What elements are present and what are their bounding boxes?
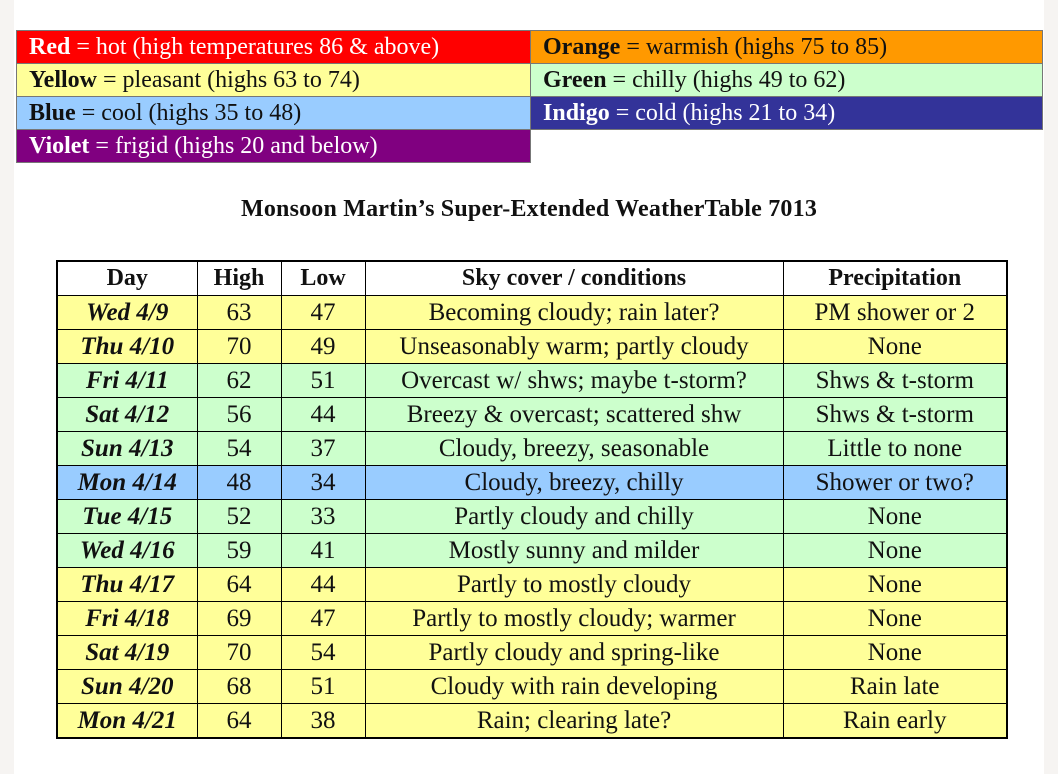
day-cell: Mon 4/14 xyxy=(57,466,197,500)
low-cell: 44 xyxy=(281,568,365,602)
header-low: Low xyxy=(281,261,365,296)
legend-indigo xyxy=(531,97,1043,130)
low-cell: 47 xyxy=(281,296,365,330)
day-cell: Sat 4/19 xyxy=(57,636,197,670)
precip-cell: Rain late xyxy=(783,670,1007,704)
legend-color-name: Orange xyxy=(543,34,621,60)
high-cell: 54 xyxy=(197,432,281,466)
high-cell: 56 xyxy=(197,398,281,432)
day-cell: Sun 4/13 xyxy=(57,432,197,466)
day-cell: Mon 4/21 xyxy=(57,704,197,739)
precip-cell: Rain early xyxy=(783,704,1007,739)
legend-color-name: Yellow xyxy=(29,67,97,93)
legend-color-name: Violet xyxy=(29,133,90,159)
sky-cell: Rain; clearing late? xyxy=(365,704,783,739)
legend-yellow xyxy=(17,64,531,97)
sky-cell: Becoming cloudy; rain later? xyxy=(365,296,783,330)
precip-cell: Shws & t-storm xyxy=(783,364,1007,398)
day-cell: Sun 4/20 xyxy=(57,670,197,704)
day-cell: Wed 4/16 xyxy=(57,534,197,568)
high-cell: 62 xyxy=(197,364,281,398)
legend-description: = cool (highs 35 to 48) xyxy=(75,100,302,126)
precip-cell: None xyxy=(783,602,1007,636)
legend-green xyxy=(531,64,1043,97)
sky-cell: Mostly sunny and milder xyxy=(365,534,783,568)
low-cell: 44 xyxy=(281,398,365,432)
header-sky: Sky cover / conditions xyxy=(365,261,783,296)
table-header-row xyxy=(57,261,1007,296)
legend-violet xyxy=(17,130,531,163)
high-cell: 64 xyxy=(197,704,281,739)
precip-cell: PM shower or 2 xyxy=(783,296,1007,330)
color-legend xyxy=(16,30,1043,163)
precip-cell: None xyxy=(783,500,1007,534)
low-cell: 54 xyxy=(281,636,365,670)
precip-cell: Shower or two? xyxy=(783,466,1007,500)
legend-empty-cell xyxy=(531,130,1043,163)
high-cell: 63 xyxy=(197,296,281,330)
table-row xyxy=(57,670,1007,704)
low-cell: 37 xyxy=(281,432,365,466)
table-title: Monsoon Martin’s Super-Extended WeatherTable 7013 xyxy=(240,196,818,222)
table-row xyxy=(57,500,1007,534)
low-cell: 34 xyxy=(281,466,365,500)
legend-color-name: Indigo xyxy=(543,100,610,126)
table-row xyxy=(57,364,1007,398)
table-row xyxy=(57,568,1007,602)
table-row xyxy=(57,330,1007,364)
legend-red xyxy=(17,31,531,64)
day-cell: Sat 4/12 xyxy=(57,398,197,432)
legend-description: = chilly (highs 49 to 62) xyxy=(606,67,846,93)
table-row xyxy=(57,296,1007,330)
table-row xyxy=(57,432,1007,466)
high-cell: 68 xyxy=(197,670,281,704)
low-cell: 41 xyxy=(281,534,365,568)
high-cell: 48 xyxy=(197,466,281,500)
sky-cell: Breezy & overcast; scattered shw xyxy=(365,398,783,432)
low-cell: 51 xyxy=(281,670,365,704)
table-row xyxy=(57,704,1007,739)
precip-cell: Shws & t-storm xyxy=(783,398,1007,432)
weather-table xyxy=(56,260,1008,739)
sky-cell: Cloudy, breezy, chilly xyxy=(365,466,783,500)
sky-cell: Cloudy, breezy, seasonable xyxy=(365,432,783,466)
precip-cell: None xyxy=(783,568,1007,602)
legend-description: = frigid (highs 20 and below) xyxy=(89,133,378,159)
day-cell: Tue 4/15 xyxy=(57,500,197,534)
table-row xyxy=(57,534,1007,568)
day-cell: Thu 4/17 xyxy=(57,568,197,602)
legend-description: = hot (high temperatures 86 & above) xyxy=(70,34,440,60)
table-row xyxy=(57,466,1007,500)
table-body xyxy=(57,296,1007,739)
legend-color-name: Green xyxy=(543,67,607,93)
low-cell: 49 xyxy=(281,330,365,364)
precip-cell: None xyxy=(783,636,1007,670)
sky-cell: Partly cloudy and chilly xyxy=(365,500,783,534)
sky-cell: Unseasonably warm; partly cloudy xyxy=(365,330,783,364)
low-cell: 51 xyxy=(281,364,365,398)
table-row xyxy=(57,398,1007,432)
high-cell: 70 xyxy=(197,330,281,364)
sky-cell: Overcast w/ shws; maybe t-storm? xyxy=(365,364,783,398)
low-cell: 47 xyxy=(281,602,365,636)
high-cell: 69 xyxy=(197,602,281,636)
precip-cell: Little to none xyxy=(783,432,1007,466)
precip-cell: None xyxy=(783,330,1007,364)
legend-description: = pleasant (highs 63 to 74) xyxy=(97,67,360,93)
day-cell: Fri 4/11 xyxy=(57,364,197,398)
high-cell: 59 xyxy=(197,534,281,568)
sky-cell: Partly cloudy and spring-like xyxy=(365,636,783,670)
legend-description: = warmish (highs 75 to 85) xyxy=(620,34,888,60)
header-day: Day xyxy=(57,261,197,296)
day-cell: Fri 4/18 xyxy=(57,602,197,636)
high-cell: 64 xyxy=(197,568,281,602)
header-high: High xyxy=(197,261,281,296)
sky-cell: Partly to mostly cloudy xyxy=(365,568,783,602)
high-cell: 52 xyxy=(197,500,281,534)
legend-description: = cold (highs 21 to 34) xyxy=(609,100,836,126)
table-row xyxy=(57,602,1007,636)
legend-orange xyxy=(531,31,1043,64)
table-row xyxy=(57,636,1007,670)
low-cell: 33 xyxy=(281,500,365,534)
low-cell: 38 xyxy=(281,704,365,739)
day-cell: Thu 4/10 xyxy=(57,330,197,364)
sky-cell: Partly to mostly cloudy; warmer xyxy=(365,602,783,636)
legend-color-name: Red xyxy=(29,34,71,60)
sky-cell: Cloudy with rain developing xyxy=(365,670,783,704)
day-cell: Wed 4/9 xyxy=(57,296,197,330)
header-precip: Precipitation xyxy=(783,261,1007,296)
legend-color-name: Blue xyxy=(29,100,76,126)
precip-cell: None xyxy=(783,534,1007,568)
legend-blue xyxy=(17,97,531,130)
high-cell: 70 xyxy=(197,636,281,670)
